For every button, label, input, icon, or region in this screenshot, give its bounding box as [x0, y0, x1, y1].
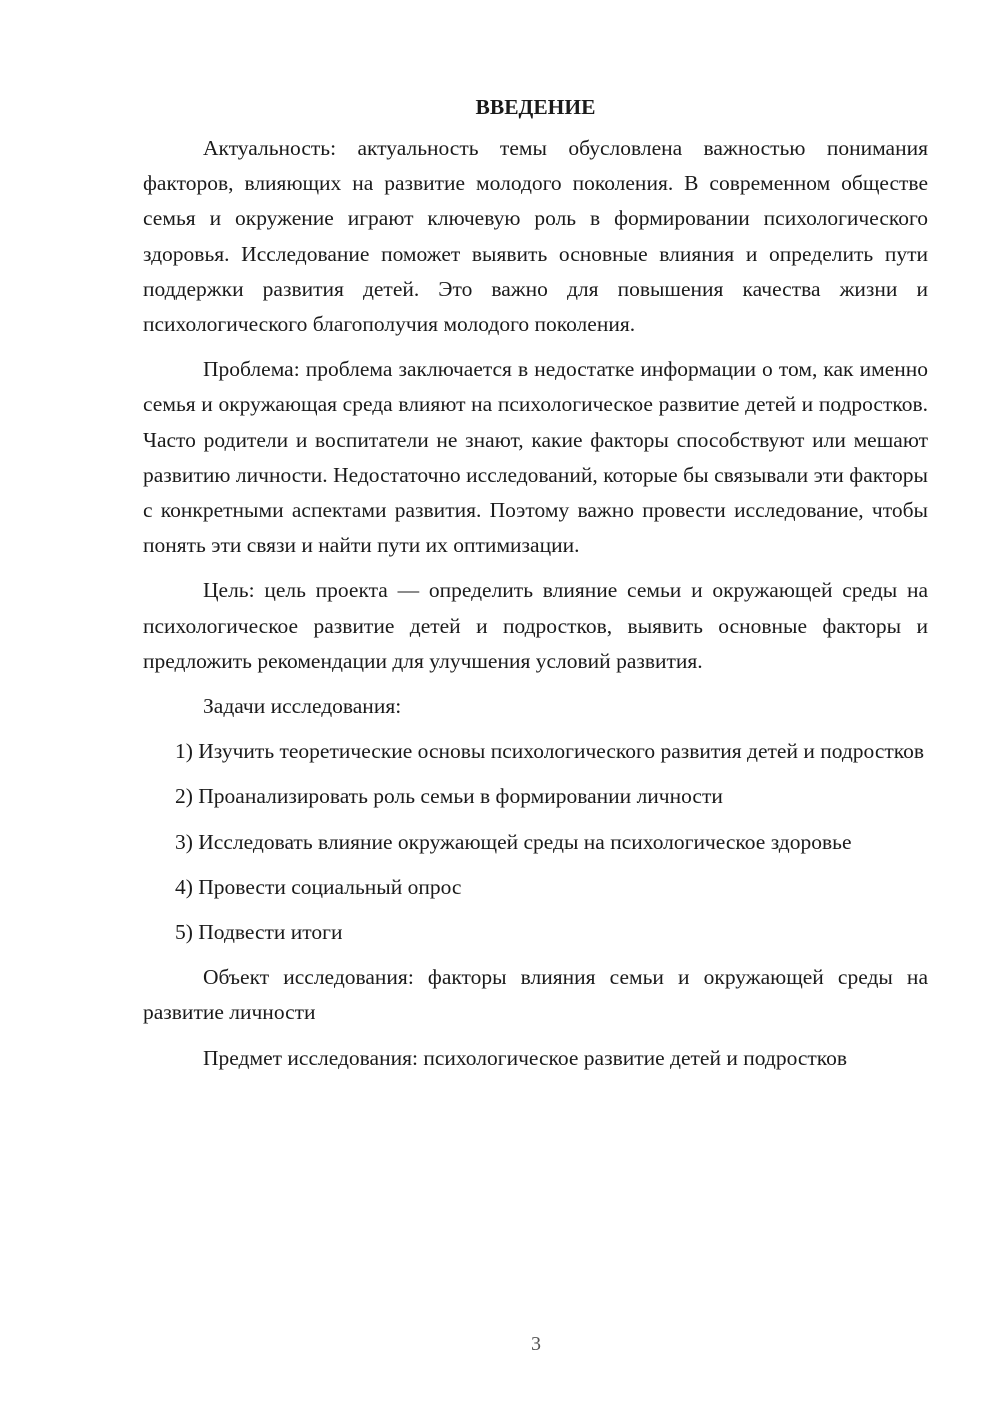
tasks-heading: Задачи исследования: [203, 694, 402, 719]
document-body [143, 90, 928, 1086]
paragraph-relevance: Актуальность: актуальность темы обусловлена важностью понимания факторов, влияющих на развитие молодого поколения. В современном обществе семья и окружение играют ключевую роль в формировании психологического здоровья. Исследование поможет выявить основные влияния и определить пути поддержки развития детей. Это важно для повышения качества жизни и психологического благополучия молодого поколения. [143, 136, 928, 337]
paragraph-object: Объект исследования: факторы влияния семьи и окружающей среды на развитие личности [143, 965, 928, 1025]
task-item-2: 2) Проанализировать роль семьи в формировании личности [175, 784, 723, 809]
paragraph-subject: Предмет исследования: психологическое развитие детей и подростков [203, 1045, 848, 1070]
paragraph-goal: Цель: цель проекта — определить влияние семьи и окружающей среды на психологическое развитие детей и подростков, выявить основные факторы и предложить рекомендации для улучшения условий развития. [143, 578, 928, 673]
paragraph-problem: Проблема: проблема заключается в недостатке информации о том, как именно семья и окружающая среда влияют на психологическое развитие детей и подростков. Часто родители и воспитатели не знают, какие факторы способствуют или мешают развитию личности. Недостаточно исследований, которые бы связывали эти факторы с конкретными аспектами развития. Поэтому важно провести исследование, чтобы понять эти связи и найти пути их оптимизации. [143, 357, 928, 558]
page-number: 3 [531, 1333, 541, 1355]
task-item-1: 1) Изучить теоретические основы психологического развития детей и подростков [175, 739, 925, 764]
task-item-4: 4) Провести социальный опрос [175, 874, 462, 899]
task-item-5: 5) Подвести итоги [175, 920, 343, 945]
page-heading: ВВЕДЕНИЕ [475, 95, 596, 119]
task-item-3: 3) Исследовать влияние окружающей среды на психологическое здоровье [175, 829, 852, 854]
